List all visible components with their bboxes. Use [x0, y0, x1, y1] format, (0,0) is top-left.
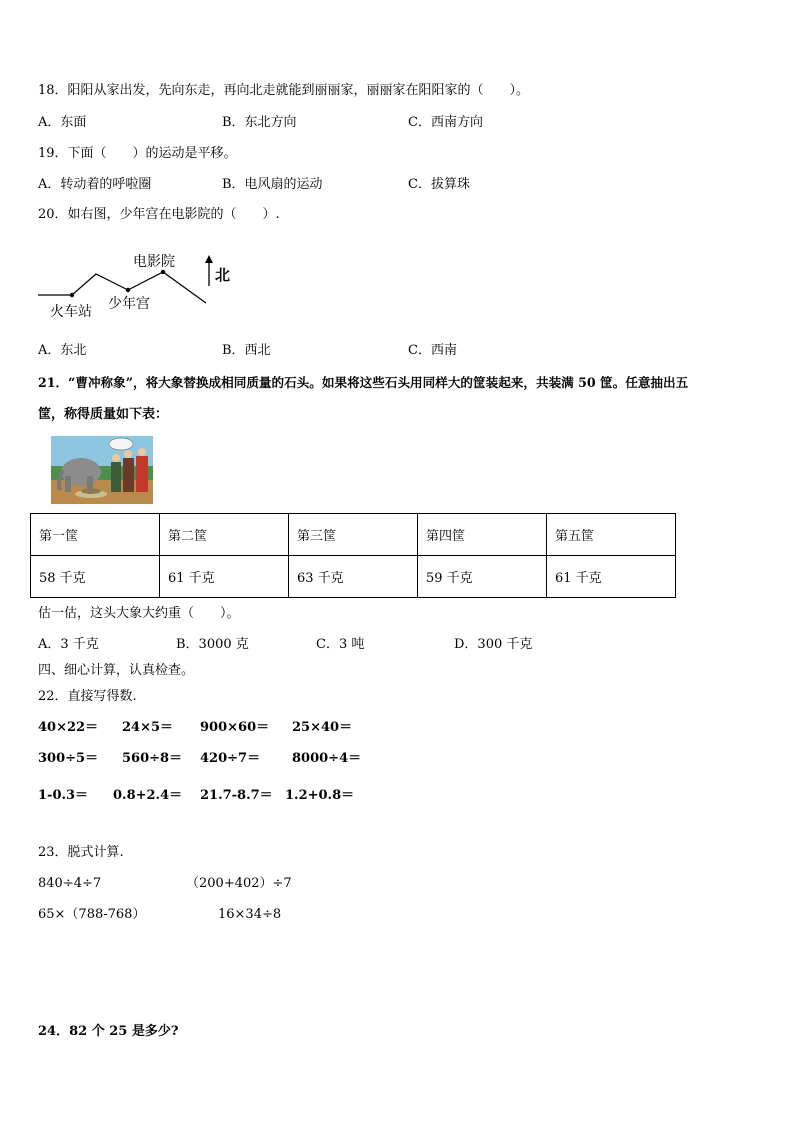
- q22-stem: 22．直接写得数.: [38, 689, 137, 704]
- q21-question: 估一估，这头大象大约重（ ）。: [38, 606, 240, 621]
- q22-item: 25×40＝: [292, 720, 353, 735]
- elephant-illustration: [51, 436, 153, 504]
- q21-option-c: C．3 吨: [316, 637, 365, 652]
- q20-stem: 20．如右图，少年宫在电影院的（ ）.: [38, 207, 280, 222]
- direction-map: [36, 250, 256, 325]
- table-header-cell: 第二筐: [160, 514, 289, 556]
- table-cell: 61 千克: [547, 556, 676, 598]
- north-label: 北: [215, 266, 231, 284]
- q22-item: 0.8+2.4＝: [113, 788, 183, 803]
- cinema-label: 电影院: [133, 254, 175, 270]
- q22-item: 1-0.3＝: [38, 788, 89, 803]
- table-cell: 63 千克: [289, 556, 418, 598]
- q21-option-a: A．3 千克: [38, 637, 99, 652]
- palace-dot: [126, 288, 130, 292]
- q19-option-b: B．电风扇的运动: [222, 177, 323, 192]
- table-cell: 61 千克: [160, 556, 289, 598]
- q18-stem: 18．阳阳从家出发，先向东走，再向北走就能到丽丽家，丽丽家在阳阳家的（ ）。: [38, 83, 530, 98]
- section-4-heading: 四、细心计算，认真检查。: [38, 663, 195, 678]
- q23-item: 65×（788-768）: [38, 907, 146, 922]
- table-cell: 59 千克: [418, 556, 547, 598]
- mass-table: [30, 513, 676, 598]
- q19-option-a: A．转动着的呼啦圈: [38, 177, 152, 192]
- table-cell: 58 千克: [31, 556, 160, 598]
- q21-option-b: B．3000 克: [176, 637, 249, 652]
- q22-item: 40×22＝: [38, 720, 99, 735]
- q23-item: （200+402）÷7: [186, 876, 292, 891]
- q22-item: 24×5＝: [122, 720, 174, 735]
- q22-item: 1.2+0.8＝: [285, 788, 355, 803]
- q22-item: 300÷5＝: [38, 751, 99, 766]
- q23-item: 16×34÷8: [218, 907, 282, 922]
- q18-option-b: B．东北方向: [222, 115, 297, 130]
- north-arrow-head-icon: [205, 255, 213, 263]
- station-label: 火车站: [50, 304, 92, 320]
- q20-option-c: C．西南: [408, 343, 457, 358]
- table-header-cell: 第五筐: [547, 514, 676, 556]
- table-header-cell: 第四筐: [418, 514, 547, 556]
- q21-stem-line1: 21．“曹冲称象”，将大象替换成相同质量的石头。如果将这些石头用同样大的筐装起来，共装满 50 筐。任意抽出五: [38, 375, 689, 390]
- table-header-cell: 第一筐: [31, 514, 160, 556]
- q21-option-d: D．300 千克: [454, 637, 533, 652]
- q22-item: 900×60＝: [200, 720, 270, 735]
- q18-option-a: A．东面: [38, 115, 87, 130]
- station-dot: [70, 293, 74, 297]
- q23-item: 840÷4÷7: [38, 876, 102, 891]
- q24-stem: 24．82 个 25 是多少?: [38, 1024, 179, 1039]
- table-row: [31, 556, 676, 598]
- cinema-dot: [161, 270, 165, 274]
- q21-stem-line2: 筐，称得质量如下表：: [38, 407, 169, 422]
- q22-item: 560÷8＝: [122, 751, 183, 766]
- table-header-cell: 第三筐: [289, 514, 418, 556]
- palace-label: 少年宫: [108, 296, 150, 312]
- q22-item: 21.7-8.7＝: [200, 788, 273, 803]
- q18-option-c: C．西南方向: [408, 115, 483, 130]
- q20-option-b: B．西北: [222, 343, 271, 358]
- q23-stem: 23．脱式计算.: [38, 845, 124, 860]
- q20-option-a: A．东北: [38, 343, 87, 358]
- q19-option-c: C．拔算珠: [408, 177, 470, 192]
- q22-item: 420÷7＝: [200, 751, 261, 766]
- table-header-row: [31, 514, 676, 556]
- q19-stem: 19．下面（ ）的运动是平移。: [38, 146, 237, 161]
- q22-item: 8000÷4＝: [292, 751, 362, 766]
